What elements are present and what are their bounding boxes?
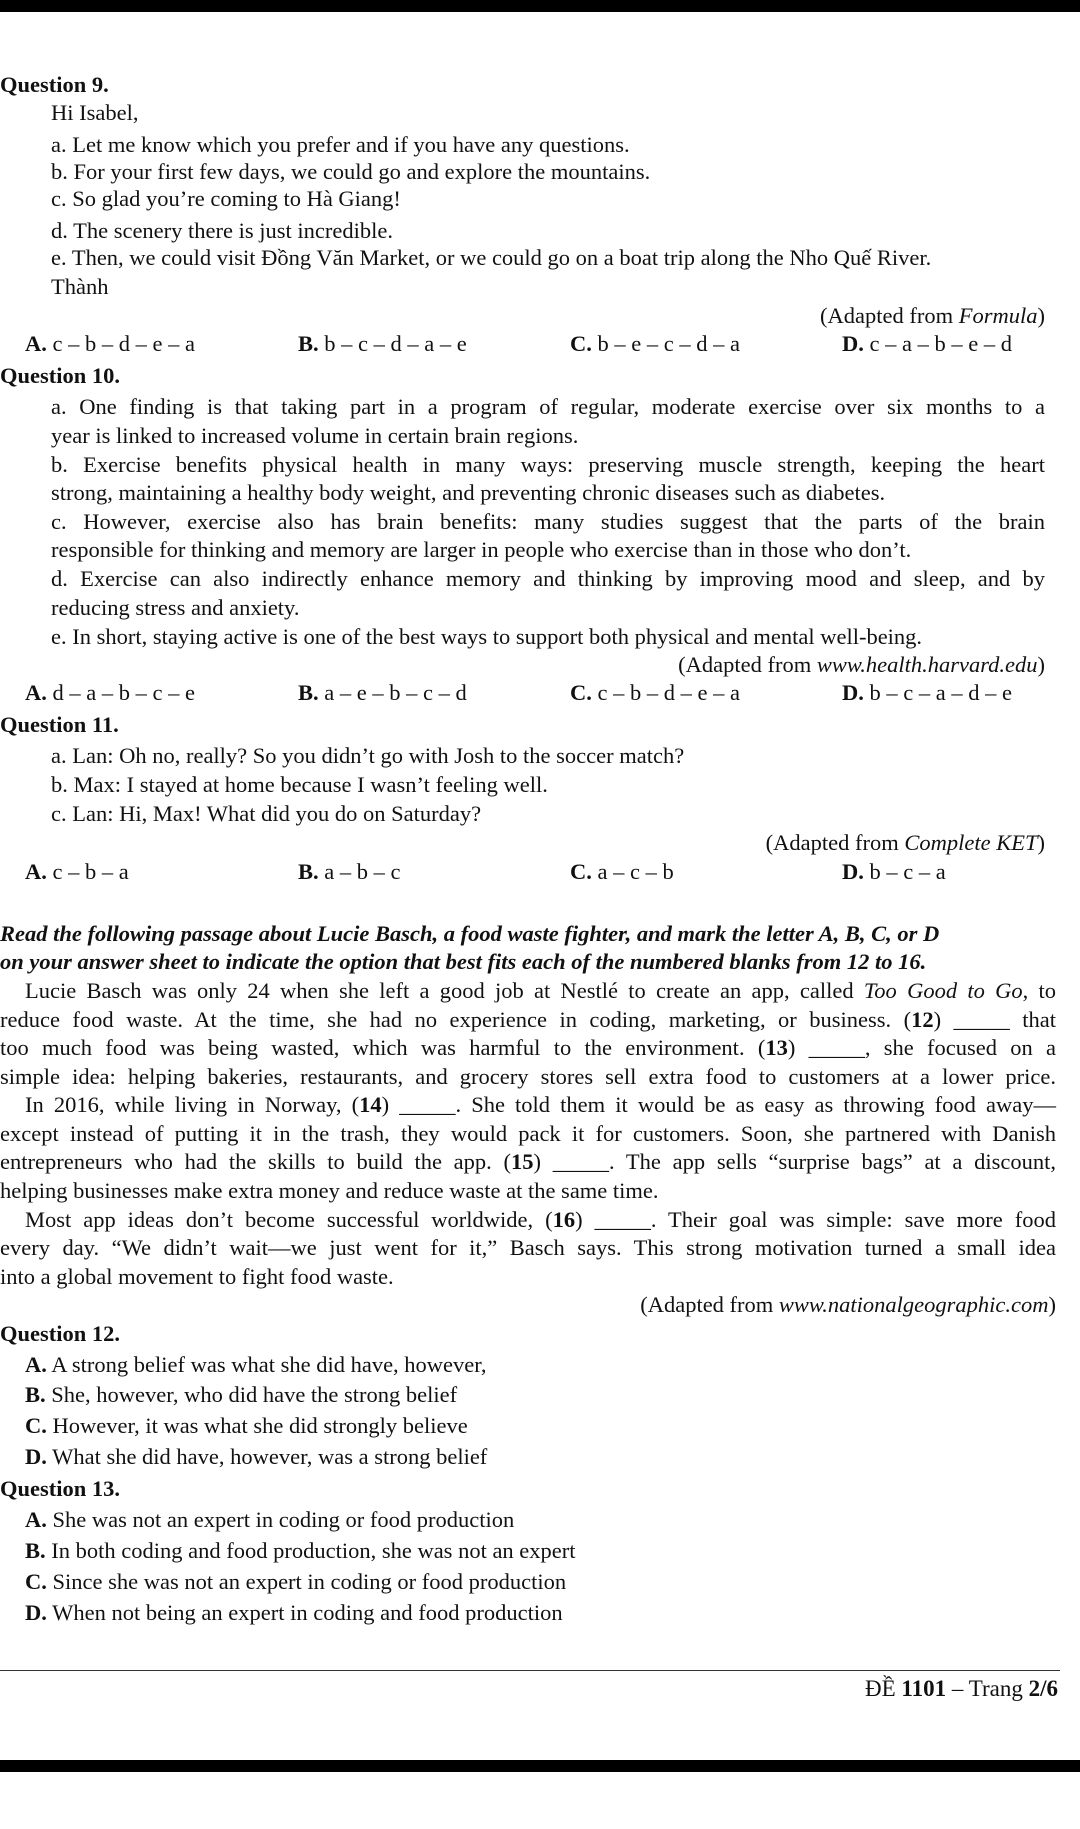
blank-13: 13	[765, 1035, 788, 1060]
passage-p1-line-3: too much food was being wasted, which was harmful to the environment. (13) _____, she focused on a	[0, 1035, 1056, 1060]
q10-line-c1: c. However, exercise also has brain benefits: many studies suggest that the parts of the brain	[51, 509, 1045, 534]
question-12-title: Question 12.	[0, 1321, 121, 1346]
q11-line-c: c. Lan: Hi, Max! What did you do on Saturday?	[51, 801, 482, 826]
q10-line-d1: d. Exercise can also indirectly enhance memory and thinking by improving mood and sleep, and by	[51, 566, 1045, 591]
q9-source: (Adapted from Formula)	[820, 303, 1045, 328]
question-11-title: Question 11.	[0, 712, 119, 737]
q9-option-a[interactable]: A. c – b – d – e – a	[25, 331, 195, 356]
footer-divider	[0, 1670, 1060, 1671]
q9-line-c: c. So glad you’re coming to Hà Giang!	[51, 186, 401, 211]
passage-p3-line-3: into a global movement to fight food waste.	[0, 1264, 394, 1289]
q9-line-d: d. The scenery there is just incredible.	[51, 218, 393, 243]
q10-line-a1: a. One finding is that taking part in a program of regular, moderate exercise over six months to a	[51, 394, 1045, 419]
q11-option-b[interactable]: B. a – b – c	[298, 859, 401, 884]
passage-p1-line-4: simple idea: helping bakeries, restaurants, and grocery stores sell extra food to customers at a lower price.	[0, 1064, 1056, 1089]
question-10-title: Question 10.	[0, 363, 121, 388]
q11-option-a[interactable]: A. c – b – a	[25, 859, 129, 884]
q12-option-c[interactable]: C. However, it was what she did strongly believe	[25, 1413, 468, 1438]
q9-greeting: Hi Isabel,	[51, 100, 139, 125]
q9-option-d[interactable]: D. c – a – b – e – d	[842, 331, 1012, 356]
q9-option-b[interactable]: B. b – c – d – a – e	[298, 331, 467, 356]
passage-instruction-2: on your answer sheet to indicate the option that best fits each of the numbered blanks from 12 to 16.	[0, 949, 927, 974]
blank-16: 16	[552, 1207, 576, 1232]
q11-line-b: b. Max: I stayed at home because I wasn’t feeling well.	[51, 772, 548, 797]
passage-p2-line-1: In 2016, while living in Norway, (14) _____. She told them it would be as easy as throwing food away—	[25, 1092, 1056, 1117]
blank-15: 15	[511, 1149, 534, 1174]
passage-p3-line-2: every day. “We didn’t wait—we just went for it,” Basch says. This strong motivation turned a small idea	[0, 1235, 1056, 1260]
q12-option-a[interactable]: A. A strong belief was what she did have, however,	[25, 1352, 487, 1377]
top-border	[0, 0, 1080, 12]
q11-option-c[interactable]: C. a – c – b	[570, 859, 674, 884]
q12-option-d[interactable]: D. What she did have, however, was a strong belief	[25, 1444, 488, 1469]
q9-line-b: b. For your first few days, we could go and explore the mountains.	[51, 159, 651, 184]
passage-p1-line-2: reduce food waste. At the time, she had no experience in coding, marketing, or business. (12) _____ that	[0, 1007, 1056, 1032]
passage-p3-line-1: Most app ideas don’t become successful worldwide, (16) _____. Their goal was simple: save more food	[25, 1207, 1056, 1232]
passage-source: (Adapted from www.nationalgeographic.com)	[640, 1292, 1056, 1317]
passage-p2-line-4: helping businesses make extra money and reduce waste at the same time.	[0, 1178, 659, 1203]
q10-option-b[interactable]: B. a – e – b – c – d	[298, 680, 467, 705]
q10-option-d[interactable]: D. b – c – a – d – e	[842, 680, 1012, 705]
passage-instruction-1: Read the following passage about Lucie Basch, a food waste fighter, and mark the letter A, B, C, or D	[0, 921, 940, 946]
q10-line-e: e. In short, staying active is one of the best ways to support both physical and mental well-being.	[51, 624, 923, 649]
q10-line-b1: b. Exercise benefits physical health in many ways: preserving muscle strength, keeping the heart	[51, 452, 1045, 477]
q10-line-a2: year is linked to increased volume in certain brain regions.	[51, 423, 579, 448]
q9-option-c[interactable]: C. b – e – c – d – a	[570, 331, 740, 356]
page-footer: ĐỀ 1101 – Trang 2/6	[865, 1676, 1058, 1701]
q10-line-b2: strong, maintaining a healthy body weight, and preventing chronic diseases such as diabetes.	[51, 480, 886, 505]
passage-p2-line-3: entrepreneurs who had the skills to build the app. (15) _____. The app sells “surprise bags” at a discount,	[0, 1149, 1056, 1174]
q9-line-a: a. Let me know which you prefer and if you have any questions.	[51, 132, 630, 157]
blank-14: 14	[359, 1092, 382, 1117]
q11-option-d[interactable]: D. b – c – a	[842, 859, 946, 884]
q10-line-c2: responsible for thinking and memory are larger in people who exercise than in those who don’t.	[51, 537, 912, 562]
q10-source: (Adapted from www.health.harvard.edu)	[678, 652, 1045, 677]
q13-option-a[interactable]: A. She was not an expert in coding or food production	[25, 1507, 515, 1532]
q10-line-d2: reducing stress and anxiety.	[51, 595, 300, 620]
bottom-border	[0, 1760, 1080, 1772]
q12-option-b[interactable]: B. She, however, who did have the strong belief	[25, 1382, 458, 1407]
q11-source: (Adapted from Complete KET)	[765, 830, 1045, 855]
q13-option-d[interactable]: D. When not being an expert in coding and food production	[25, 1600, 563, 1625]
q10-option-a[interactable]: A. d – a – b – c – e	[25, 680, 195, 705]
q9-line-e: e. Then, we could visit Đồng Văn Market, or we could go on a boat trip along the Nho Quế River.	[51, 245, 932, 270]
blank-12: 12	[911, 1007, 934, 1032]
passage-p2-line-2: except instead of putting it in the trash, they would pack it for customers. Soon, she partnered with Danish	[0, 1121, 1056, 1146]
question-9-title: Question 9.	[0, 72, 109, 97]
passage-p1-line-1: Lucie Basch was only 24 when she left a good job at Nestlé to create an app, called Too Good to Go, to	[25, 978, 1056, 1003]
q9-signoff: Thành	[51, 274, 109, 299]
q11-line-a: a. Lan: Oh no, really? So you didn’t go with Josh to the soccer match?	[51, 743, 685, 768]
q13-option-c[interactable]: C. Since she was not an expert in coding or food production	[25, 1569, 567, 1594]
q10-option-c[interactable]: C. c – b – d – e – a	[570, 680, 740, 705]
question-13-title: Question 13.	[0, 1476, 121, 1501]
q13-option-b[interactable]: B. In both coding and food production, she was not an expert	[25, 1538, 576, 1563]
